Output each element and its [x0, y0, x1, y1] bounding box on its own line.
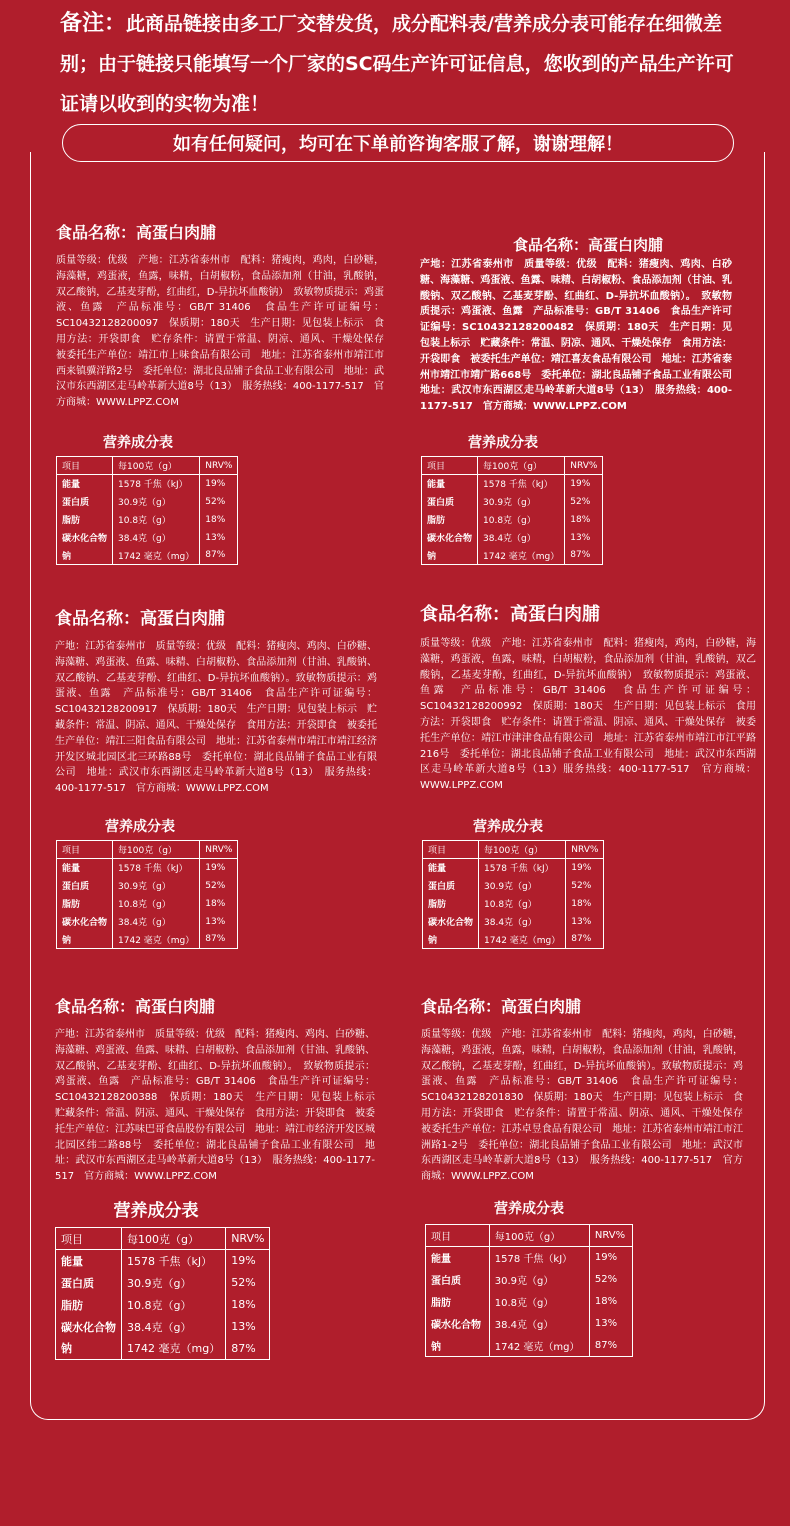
- nutrition-table: [56, 840, 238, 949]
- nutrition-cell: 30.9克（g）: [479, 877, 566, 895]
- nutrition-cell: 30.9克（g）: [489, 1269, 589, 1291]
- notice-text: [60, 4, 750, 124]
- nutrition-table: [421, 456, 603, 565]
- nutrition-row: [426, 1313, 633, 1335]
- nutrition-cell: NRV%: [566, 841, 604, 859]
- nutrition-header-row: [56, 1228, 270, 1250]
- nutrition-cell: 18%: [205, 898, 226, 909]
- nutrition-cell: 52%: [231, 1276, 256, 1289]
- nutrition-row: [56, 1294, 270, 1316]
- nutrition-table: [422, 840, 604, 949]
- nutrition-cell: 38.4克（g）: [113, 529, 200, 547]
- nutrition-cell: 脂肪: [422, 511, 478, 529]
- nutrition-title: 营养成分表: [105, 819, 175, 835]
- nutrition-title: 营养成分表: [468, 435, 538, 451]
- nutrition-row: [422, 493, 603, 511]
- nutrition-row: [423, 877, 604, 895]
- nutrition-cell: 10.8克（g）: [122, 1294, 226, 1316]
- nutrition-cell: 10.8克（g）: [479, 895, 566, 913]
- nutrition-cell: NRV%: [565, 457, 603, 475]
- consult-banner-text: 如有任何疑问，均可在下单前咨询客服了解，谢谢理解！: [173, 134, 623, 155]
- nutrition-row: [57, 547, 238, 565]
- nutrition-header-row: [57, 457, 238, 475]
- nutrition-row: [57, 529, 238, 547]
- nutrition-cell: 52%: [205, 880, 226, 891]
- nutrition-cell: 13%: [571, 916, 592, 927]
- nutrition-cell: 1578 千焦（kJ）: [113, 475, 200, 493]
- nutrition-row: [422, 475, 603, 493]
- nutrition-row: [56, 1272, 270, 1294]
- nutrition-cell: 10.8克（g）: [113, 511, 200, 529]
- nutrition-cell: 碳水化合物: [423, 913, 479, 931]
- nutrition-header-row: [57, 841, 238, 859]
- nutrition-title: 营养成分表: [103, 435, 173, 451]
- product-info-1: [56, 220, 394, 411]
- product-description: 质量等级：优级 产地：江苏省泰州市 配料：猪瘦肉，鸡肉，白砂糖，海藻糖，鸡蛋液，鱼露，味精，白胡椒粉，食品添加剂（甘油，乳酸钠，双乙酸钠，乙基麦芽酚，红曲红，D-异抗坏血酸钠） 致敏物质提示：鸡蛋液、鱼露 产品标准号：GB/T 31406 食品生产许可证编号：SC10432128200992 保质期：180天 生产日期：见包装上标示 食用方法：开袋即食 贮存条件：请置于常温、阴凉、通风、干燥处保存 被委托生产单位：靖江市津津食品有限公司 地址：江苏省泰州市靖江市江平路216号 委托单位：湖北良品铺子食品工业有限公司 地址：武汉市东西湖区走马岭革新大道8号（13）服务热线：400-1177-517 官方商城：WWW.LPPZ.COM: [420, 638, 756, 792]
- nutrition-cell: 钠: [57, 547, 113, 565]
- nutrition-cell: 每100克（g）: [479, 841, 566, 859]
- nutrition-row: [426, 1291, 633, 1313]
- nutrition-cell: 每100克（g）: [489, 1225, 589, 1247]
- nutrition-block-1: [56, 432, 238, 565]
- nutrition-cell: 87%: [205, 934, 226, 945]
- nutrition-cell: 每100克（g）: [478, 457, 565, 475]
- nutrition-cell: 钠: [423, 931, 479, 949]
- nutrition-cell: 每100克（g）: [113, 457, 200, 475]
- nutrition-cell: 38.4克（g）: [479, 913, 566, 931]
- nutrition-row: [423, 913, 604, 931]
- product-name: 食品名称：高蛋白肉脯: [420, 604, 600, 625]
- product-name: 食品名称：高蛋白肉脯: [512, 236, 663, 254]
- product-info-5: [55, 994, 385, 1185]
- nutrition-cell: 能量: [423, 859, 479, 877]
- nutrition-cell: 87%: [205, 550, 226, 561]
- nutrition-cell: 钠: [57, 931, 113, 949]
- nutrition-cell: 项目: [426, 1225, 490, 1247]
- product-description: 产地：江苏省泰州市 质量等级：优级 配料：猪瘦肉、鸡肉、白砂糖、海藻糖、鸡蛋液、鱼露、味精、白胡椒粉、食品添加剂（甘油、乳酸钠、双乙酸钠、乙基麦芽酚、红曲红、D-异抗坏血酸钠）。 致敏物质提示：鸡蛋液、鱼露 产品标准号：GB/T 31406 食品生产许可证编号：SC10432128200482 保质期：180天 生产日期：见包装上标示 贮藏条件：常温、阴凉、通风、干燥处保存 食用方法：开袋即食 被委托生产单位：靖江喜友食品有限公司 地址：江苏省泰州市靖江市靖广路668号 委托单位：湖北良品铺子食品工业有限公司 地址：武汉市东西湖区走马岭革新大道8号（13） 服务热线：400-1177-517 官方商城：WWW.LPPZ.COM: [420, 259, 742, 413]
- nutrition-cell: 87%: [594, 1339, 618, 1351]
- nutrition-cell: 脂肪: [57, 895, 113, 913]
- nutrition-cell: 19%: [570, 478, 591, 489]
- nutrition-cell: 项目: [423, 841, 479, 859]
- nutrition-row: [422, 547, 603, 565]
- nutrition-row: [57, 931, 238, 949]
- nutrition-cell: 19%: [205, 478, 226, 489]
- nutrition-cell: 19%: [231, 1254, 256, 1268]
- nutrition-cell: 1742 毫克（mg）: [479, 931, 566, 949]
- nutrition-row: [423, 931, 604, 949]
- nutrition-cell: 13%: [231, 1320, 256, 1333]
- nutrition-cell: 87%: [570, 550, 591, 561]
- nutrition-table: [55, 1227, 270, 1360]
- nutrition-cell: 87%: [571, 934, 592, 945]
- nutrition-cell: 52%: [570, 496, 591, 507]
- nutrition-cell: 13%: [205, 916, 226, 927]
- nutrition-cell: 13%: [570, 532, 591, 543]
- nutrition-table: [425, 1224, 633, 1357]
- nutrition-cell: 脂肪: [423, 895, 479, 913]
- product-info-3: [55, 604, 377, 797]
- nutrition-cell: 1742 毫克（mg）: [113, 931, 200, 949]
- nutrition-cell: 1742 毫克（mg）: [113, 547, 200, 565]
- nutrition-cell: 钠: [426, 1335, 490, 1357]
- nutrition-row: [426, 1269, 633, 1291]
- nutrition-row: [57, 493, 238, 511]
- nutrition-cell: 18%: [205, 514, 226, 525]
- nutrition-header-row: [423, 841, 604, 859]
- nutrition-cell: 13%: [594, 1318, 618, 1329]
- nutrition-cell: 52%: [571, 880, 592, 891]
- nutrition-cell: 项目: [57, 457, 113, 475]
- nutrition-cell: 1742 毫克（mg）: [489, 1335, 589, 1357]
- nutrition-cell: 1742 毫克（mg）: [478, 547, 565, 565]
- nutrition-cell: 脂肪: [426, 1291, 490, 1313]
- nutrition-cell: 钠: [422, 547, 478, 565]
- product-description: 产地：江苏省泰州市 质量等级：优级 配料：猪瘦肉、鸡肉、白砂糖、海藻糖、鸡蛋液、鱼露、味精、白胡椒粉、食品添加剂（甘油、乳酸钠、双乙酸钠、乙基麦芽酚、红曲红、D-异抗坏血酸钠）。 致敏物质提示：鸡蛋液、鱼露 产品标准号：GB/T 31406 食品生产许可证编号：SC10432128200388 保质期：180天 生产日期：见包装上标示 贮藏条件：常温、阴凉、通风、干燥处保存 食用方法：开袋即食 被委托生产单位：江苏味巴哥食品股份有限公司 地址：靖江市经济开发区城北园区纬二路88号 委托单位：湖北良品铺子食品工业有限公司 地址：武汉市东西湖区走马岭革新大道8号（13） 服务热线：400-1177-517 官方商城：WWW.LPPZ.COM: [55, 1029, 385, 1183]
- notice-body: 此商品链接由多工厂交替发货，成分配料表/营养成分表可能存在细微差别；由于链接只能填写一个厂家的SC码生产许可证信息，您收到的产品生产许可证请以收到的实物为准！: [60, 13, 734, 115]
- nutrition-row: [423, 859, 604, 877]
- nutrition-row: [423, 895, 604, 913]
- nutrition-row: [57, 511, 238, 529]
- nutrition-cell: NRV%: [200, 841, 238, 859]
- nutrition-row: [57, 895, 238, 913]
- nutrition-cell: 52%: [205, 496, 226, 507]
- nutrition-cell: 30.9克（g）: [122, 1272, 226, 1294]
- nutrition-cell: 每100克（g）: [122, 1228, 226, 1250]
- nutrition-cell: 蛋白质: [56, 1272, 122, 1294]
- nutrition-cell: 38.4克（g）: [122, 1316, 226, 1338]
- nutrition-cell: NRV%: [589, 1225, 632, 1247]
- nutrition-cell: 项目: [57, 841, 113, 859]
- nutrition-cell: 18%: [571, 898, 592, 909]
- nutrition-cell: 蛋白质: [426, 1269, 490, 1291]
- nutrition-cell: 项目: [56, 1228, 122, 1250]
- nutrition-cell: 10.8克（g）: [478, 511, 565, 529]
- nutrition-cell: 蛋白质: [57, 493, 113, 511]
- nutrition-row: [57, 475, 238, 493]
- nutrition-cell: 1578 千焦（kJ）: [479, 859, 566, 877]
- nutrition-cell: 87%: [231, 1341, 256, 1355]
- product-info-2: [420, 234, 742, 415]
- nutrition-block-4: [422, 816, 604, 949]
- notice-label: 备注：: [60, 11, 127, 36]
- nutrition-cell: 1578 千焦（kJ）: [113, 859, 200, 877]
- nutrition-row: [426, 1335, 633, 1357]
- nutrition-cell: 19%: [571, 862, 592, 873]
- nutrition-cell: 1578 千焦（kJ）: [489, 1247, 589, 1269]
- nutrition-cell: 能量: [56, 1250, 122, 1272]
- nutrition-row: [56, 1250, 270, 1272]
- nutrition-block-2: [421, 432, 603, 565]
- nutrition-block-3: [56, 816, 238, 949]
- nutrition-cell: 19%: [594, 1252, 618, 1264]
- nutrition-cell: 38.4克（g）: [113, 913, 200, 931]
- product-name: 食品名称：高蛋白肉脯: [421, 997, 582, 1016]
- nutrition-cell: 蛋白质: [423, 877, 479, 895]
- nutrition-cell: 每100克（g）: [113, 841, 200, 859]
- nutrition-cell: 1578 千焦（kJ）: [478, 475, 565, 493]
- nutrition-cell: 蛋白质: [57, 877, 113, 895]
- nutrition-cell: 脂肪: [56, 1294, 122, 1316]
- nutrition-cell: 能量: [426, 1247, 490, 1269]
- product-description: 质量等级：优级 产地：江苏省泰州市 配料：猪瘦肉，鸡肉，白砂糖，海藻糖，鸡蛋液，鱼露，味精，白胡椒粉，食品添加剂（甘油，乳酸钠，双乙酸钠，乙基麦芽酚，红曲红，D-异抗坏血酸钠）。致敏物质提示：鸡蛋液、鱼露 产品标准号：GB/T 31406 食品生产许可证编号：SC10432128201830 保质期：180天 生产日期：见包装上标示 食用方法：开袋即食 贮存条件：请置于常温、阴凉、通风、干燥处保存 被委托生产单位：江苏卓昱食品有限公司 地址：江苏省泰州市靖江市江洲路1-2号 委托单位：湖北良品铺子食品工业有限公司 地址：武汉市东西湖区走马岭革新大道8号（13） 服务热线：400-1177-517 官方商城：WWW.LPPZ.COM: [421, 1029, 753, 1183]
- nutrition-cell: 项目: [422, 457, 478, 475]
- nutrition-table: [56, 456, 238, 565]
- nutrition-cell: 30.9克（g）: [113, 877, 200, 895]
- nutrition-block-5: [55, 1196, 270, 1360]
- product-name: 食品名称：高蛋白肉脯: [55, 997, 216, 1016]
- nutrition-row: [426, 1247, 633, 1269]
- nutrition-cell: 碳水化合物: [57, 529, 113, 547]
- nutrition-cell: 38.4克（g）: [489, 1313, 589, 1335]
- nutrition-cell: 30.9克（g）: [478, 493, 565, 511]
- product-info-4: [420, 600, 756, 794]
- nutrition-row: [57, 913, 238, 931]
- product-name: 食品名称：高蛋白肉脯: [55, 609, 225, 629]
- nutrition-cell: 碳水化合物: [57, 913, 113, 931]
- nutrition-row: [422, 529, 603, 547]
- nutrition-cell: 19%: [205, 862, 226, 873]
- nutrition-title: 营养成分表: [473, 819, 543, 835]
- nutrition-cell: 1578 千焦（kJ）: [122, 1250, 226, 1272]
- nutrition-cell: 52%: [594, 1274, 618, 1285]
- nutrition-cell: 18%: [570, 514, 591, 525]
- nutrition-header-row: [422, 457, 603, 475]
- nutrition-cell: 30.9克（g）: [113, 493, 200, 511]
- nutrition-title: 营养成分表: [113, 1201, 199, 1221]
- nutrition-row: [56, 1316, 270, 1338]
- nutrition-block-6: [425, 1198, 633, 1357]
- product-description: 产地：江苏省泰州市 质量等级：优级 配料：猪瘦肉、鸡肉、白砂糖、海藻糖、鸡蛋液、鱼露、味精、白胡椒粉、食品添加剂（甘油、乳酸钠、双乙酸钠、乙基麦芽酚、红曲红、D-异抗坏血酸钠）。致敏物质提示：鸡蛋液、鱼露 产品标准号：GB/T 31406 食品生产许可证编号：SC10432128200917 保质期：180天 生产日期：见包装上标示 贮藏条件：常温、阴凉、通风、干燥处保存 食用方法：开袋即食 被委托生产单位：靖江三阳食品有限公司 地址：江苏省泰州市靖江市靖江经济开发区城北园区北三环路88号 委托单位：湖北良品铺子食品工业有限公司 地址：武汉市东西湖区走马岭革新大道8号（13） 服务热线：400-1177-517 官方商城：WWW.LPPZ.COM: [55, 641, 377, 795]
- nutrition-cell: 能量: [57, 475, 113, 493]
- nutrition-cell: 脂肪: [57, 511, 113, 529]
- nutrition-cell: 10.8克（g）: [489, 1291, 589, 1313]
- nutrition-cell: 钠: [56, 1338, 122, 1360]
- nutrition-row: [56, 1338, 270, 1360]
- nutrition-cell: 13%: [205, 532, 226, 543]
- nutrition-cell: 10.8克（g）: [113, 895, 200, 913]
- nutrition-cell: 18%: [231, 1298, 256, 1311]
- nutrition-cell: 蛋白质: [422, 493, 478, 511]
- nutrition-row: [57, 877, 238, 895]
- nutrition-cell: 38.4克（g）: [478, 529, 565, 547]
- nutrition-cell: NRV%: [200, 457, 238, 475]
- product-name: 食品名称：高蛋白肉脯: [56, 223, 217, 242]
- product-description: 质量等级：优级 产地：江苏省泰州市 配料：猪瘦肉，鸡肉，白砂糖，海藻糖，鸡蛋液，鱼露，味精，白胡椒粉，食品添加剂（甘油，乳酸钠，双乙酸钠，乙基麦芽酚，红曲红，D-异抗坏血酸钠） 致敏物质提示：鸡蛋液、鱼露 产品标准号：GB/T 31406 食品生产许可证编号：SC10432128200097 保质期：180天 生产日期：见包装上标示 食用方法：开袋即食 贮存条件：请置于常温、阴凉、通风、干燥处保存 被委托生产单位：靖江市上味食品有限公司 地址：江苏省泰州市靖江市西来镇骥洋路2号 委托单位：湖北良品铺子食品工业有限公司 地址：武汉市东西湖区走马岭革新大道8号（13） 服务热线：400-1177-517 官方商城：WWW.LPPZ.COM: [56, 255, 394, 409]
- nutrition-cell: 能量: [57, 859, 113, 877]
- nutrition-cell: 碳水化合物: [56, 1316, 122, 1338]
- nutrition-cell: 18%: [594, 1296, 618, 1307]
- nutrition-cell: 1742 毫克（mg）: [122, 1338, 226, 1360]
- nutrition-row: [57, 859, 238, 877]
- nutrition-cell: 碳水化合物: [426, 1313, 490, 1335]
- nutrition-title: 营养成分表: [494, 1201, 564, 1217]
- nutrition-cell: NRV%: [226, 1228, 270, 1250]
- nutrition-header-row: [426, 1225, 633, 1247]
- product-info-6: [421, 994, 753, 1185]
- nutrition-row: [422, 511, 603, 529]
- nutrition-cell: 能量: [422, 475, 478, 493]
- nutrition-cell: 碳水化合物: [422, 529, 478, 547]
